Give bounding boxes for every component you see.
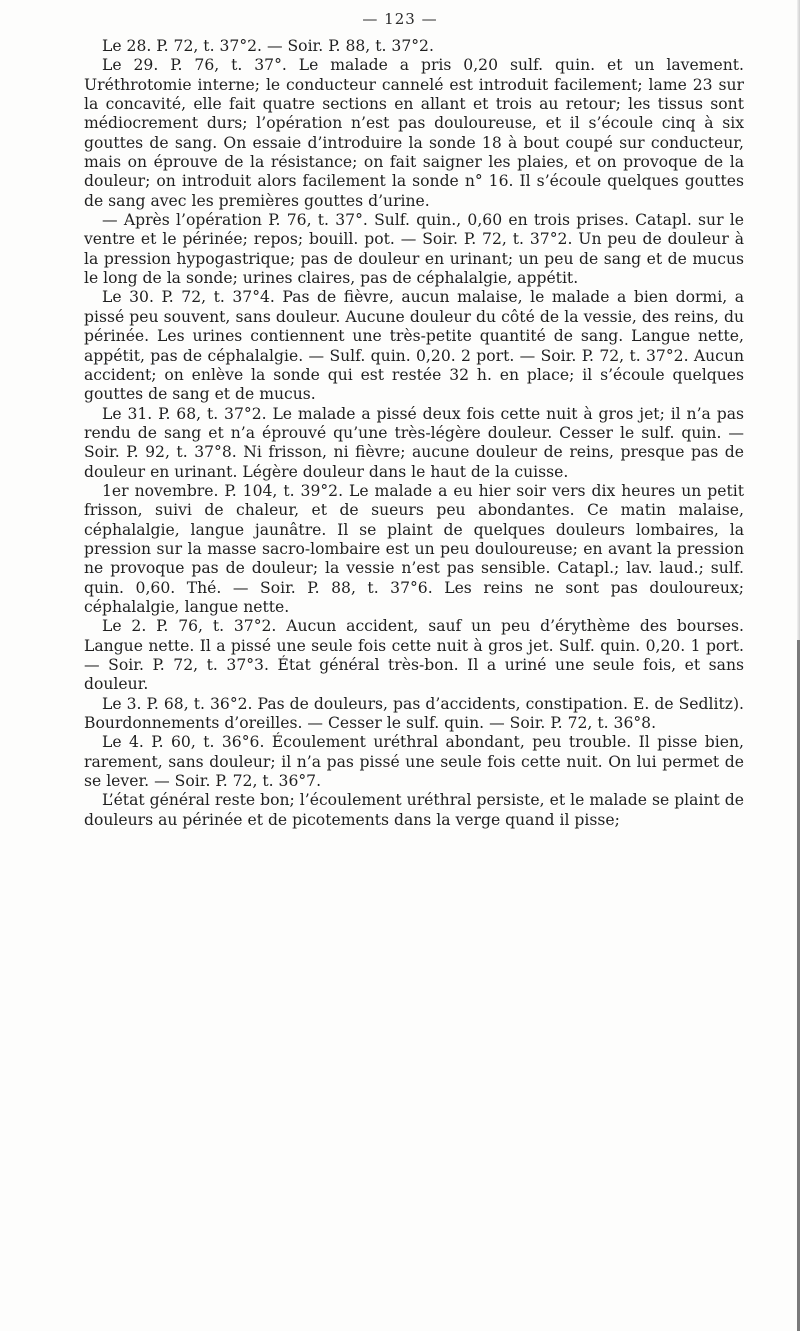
paragraph-oct-29: Le 29. P. 76, t. 37°. Le malade a pris 0,20 sulf. quin. et un lavement. Uréthrotomie interne; le conducteur cannelé est introduit facilement; lame 23 sur la concavité, elle fait quatre sections en allant et trois au retour; les tissus sont médiocrement durs; l’opération n’est pas douloureuse, et il s’écoule cinq à six gouttes de sang. On essaie d’introduire la sonde 18 à bout coupé sur conducteur, mais on éprouve de la résistance; on fait saigner les plaies, et on provoque de la douleur; on introduit alors facilement la sonde n° 16. Il s’écoule quelques gouttes de sang avec les premières gouttes d’urine. [84,56,744,210]
paragraph-after-operation: — Après l’opération P. 76, t. 37°. Sulf. quin., 0,60 en trois prises. Catapl. sur le ventre et le périnée; repos; bouill. pot. — Soir. P. 72, t. 37°2. Un peu de douleur à la pression hypogastrique; pas de douleur en urinant; un peu de sang et de mucus le long de la sonde; urines claires, pas de céphalalgie, appétit. [84,211,744,288]
paragraph-oct-31: Le 31. P. 68, t. 37°2. Le malade a pissé deux fois cette nuit à gros jet; il n’a pas rendu de sang et n’a éprouvé qu’une très-légère douleur. Cesser le sulf. quin. — Soir. P. 92, t. 37°8. Ni frisson, ni fièvre; aucune douleur de reins, presque pas de douleur en urinant. Légère douleur dans le haut de la cuisse. [84,404,744,481]
paragraph-oct-28: Le 28. P. 72, t. 37°2. — Soir. P. 88, t. 37°2. [102,37,434,55]
page-number: — 123 — [362,10,438,28]
body-text [84,37,744,830]
paragraph-nov-3: Le 3. P. 68, t. 36°2. Pas de douleurs, pas d’accidents, constipation. E. de Sedlitz). Bourdonnements d’oreilles. — Cesser le sulf. quin. — Soir. P. 72, t. 36°8. [84,694,744,733]
paragraph-nov-1: 1er novembre. P. 104, t. 39°2. Le malade a eu hier soir vers dix heures un petit frisson, suivi de chaleur, et de sueurs peu abondantes. Ce matin malaise, céphalalgie, langue jaunâtre. Il se plaint de quelques douleurs lombaires, la pression sur la masse sacro-lombaire est un peu douloureuse; en avant la pression ne provoque pas de douleur; la vessie n’est pas sensible. Catapl.; lav. laud.; sulf. quin. 0,60. Thé. — Soir. P. 88, t. 37°6. Les reins ne sont pas douloureux; céphalalgie, langue nette. [84,481,744,616]
paragraph-oct-30: Le 30. P. 72, t. 37°4. Pas de fièvre, aucun malaise, le malade a bien dormi, a pissé peu souvent, sans douleur. Aucune douleur du côté de la vessie, des reins, du périnée. Les urines contiennent une très-petite quantité de sang. Langue nette, appétit, pas de céphalalgie. — Sulf. quin. 0,20. 2 port. — Soir. P. 72, t. 37°2. Aucun accident; on enlève la sonde qui est restée 32 h. en place; il s’écoule quelques gouttes de sang et de mucus. [84,288,744,404]
paragraph-general-state: L’état général reste bon; l’écoulement uréthral persiste, et le malade se plaint de douleurs au périnée et de picotements dans la verge quand il pisse; [84,791,744,829]
paragraph-nov-4: Le 4. P. 60, t. 36°6. Écoulement uréthral abondant, peu trouble. Il pisse bien, rarement, sans douleur; il n’a pas pissé une seule fois cette nuit. On lui permet de se lever. — Soir. P. 72, t. 36°7. [84,733,744,791]
paragraph-nov-2: Le 2. P. 76, t. 37°2. Aucun accident, sauf un peu d’érythème des bourses. Langue nette. Il a pissé une seule fois cette nuit à gros jet. Sulf. quin. 0,20. 1 port. — Soir. P. 72, t. 37°3. État général très-bon. Il a uriné une seule fois, et sans douleur. [84,617,744,694]
